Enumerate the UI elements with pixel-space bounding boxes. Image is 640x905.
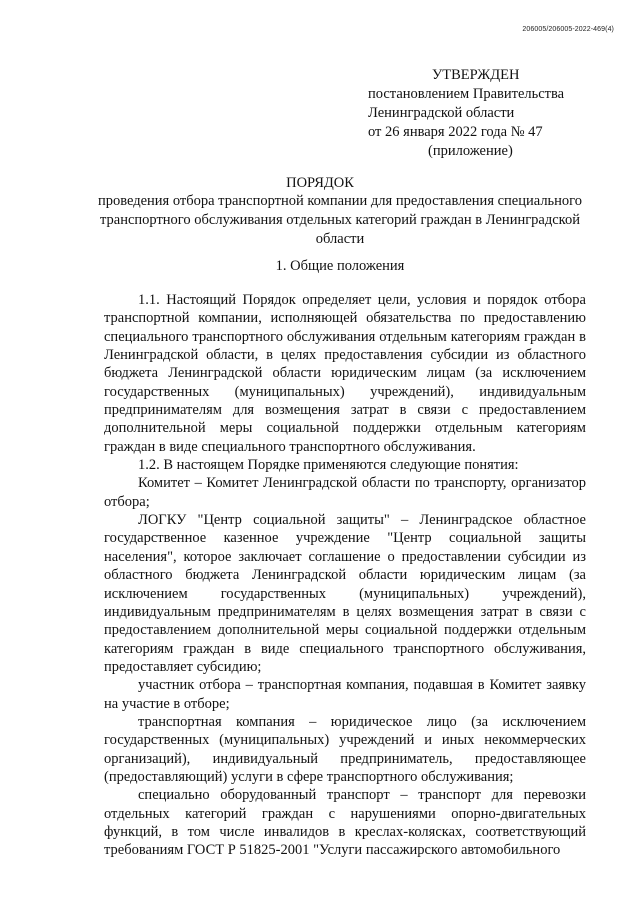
approval-line: (приложение) xyxy=(428,143,513,159)
document-number: 206005/206005-2022-469(4) xyxy=(522,26,614,33)
paragraph: специально оборудованный транспорт – транспорт для перевозки отдельных категорий граждан с нарушениями опорно-двигательных функций, в том числе инвалидов в креслах-колясках, соответствующий требованиям ГОСТ Р 51825-2001 "Услуги пассажирского автомобильного xyxy=(104,787,586,859)
paragraph: транспортная компания – юридическое лицо (за исключением государственных (муниципальных) учреждений и иных некоммерческих организаций), индивидуальный предприниматель, предоставляющее (предоставляющий) услуги в сфере транспортного обслуживания; xyxy=(104,713,586,785)
section-heading: 1. Общие положения xyxy=(275,258,405,274)
approval-heading: УТВЕРЖДЕН xyxy=(432,67,520,83)
document-subtitle: проведения отбора транспортной компании для предоставления специального транспортного обслуживания отдельных категорий граждан в Ленинградской области xyxy=(97,193,583,247)
paragraph: Комитет – Комитет Ленинградской области по транспорту, организатор отбора; xyxy=(104,475,586,510)
paragraph: ЛОГКУ "Центр социальной защиты" – Ленинградское областное государственное казенное учреждение "Центр социальной защиты населения", которое заключает соглашение о предоставлении субсидии из областного бюджета Ленинградской области юридическим лицам (за исключением государственных (муниципальных) учреждений), индивидуальным предпринимателям в целях возмещения затрат в связи с предоставлением дополнительной меры социальной поддержки отдельным категориям граждан в виде специального транспортного обслуживания, предоставляет субсидию; xyxy=(104,512,586,675)
paragraph: 1.2. В настоящем Порядке применяются следующие понятия: xyxy=(138,457,519,474)
paragraph: 1.1. Настоящий Порядок определяет цели, условия и порядок отбора транспортной компании, исполняющей обязательства по предоставлению специального транспортного обслуживания отдельным категориям граждан в Ленинградской области, в целях предоставления субсидии из областного бюджета Ленинградской области юридическим лицам (за исключением государственных (муниципальных) учреждений), индивидуальным предпринимателям для возмещения затрат в связи с предоставлением дополнительной меры социальной поддержки отдельным категориям граждан в виде специального транспортного обслуживания. xyxy=(104,292,586,455)
document-title: ПОРЯДОК xyxy=(286,175,354,191)
paragraph: участник отбора – транспортная компания, подавшая в Комитет заявку на участие в отборе; xyxy=(104,677,586,712)
approval-block xyxy=(368,66,564,161)
approval-line: от 26 января 2022 года № 47 xyxy=(368,124,543,140)
approval-line: постановлением Правительства xyxy=(368,86,565,102)
document-body xyxy=(104,291,586,860)
approval-line: Ленинградской области xyxy=(368,105,515,121)
